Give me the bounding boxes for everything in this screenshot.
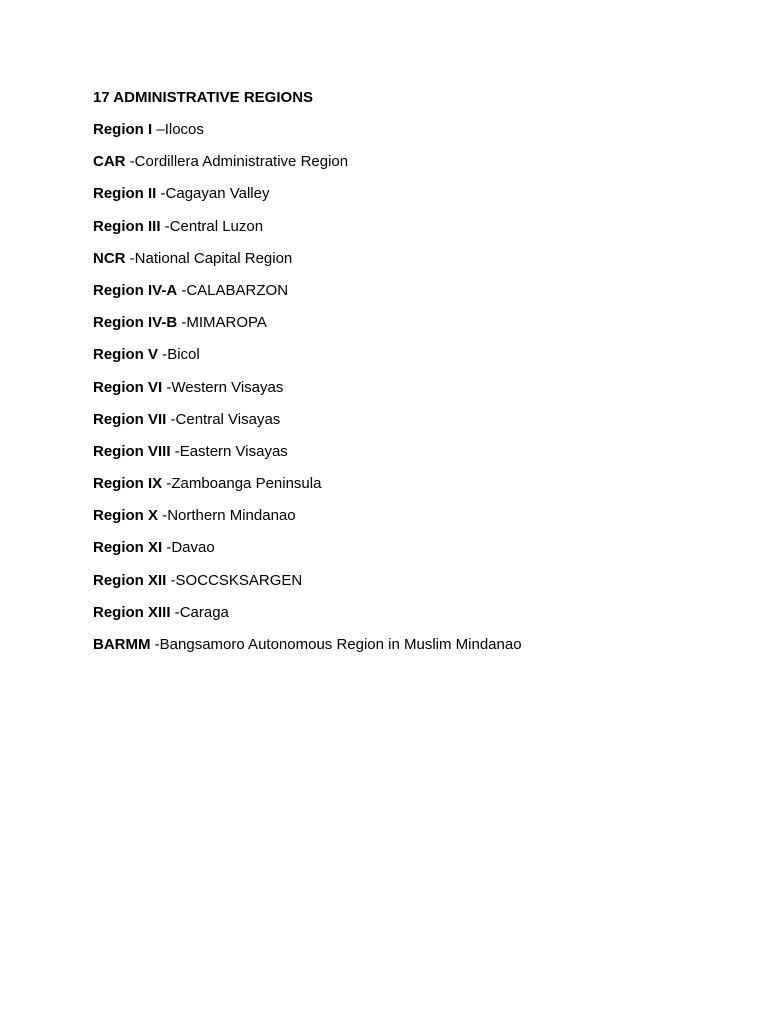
region-separator: -: [177, 314, 187, 332]
region-name: Davao: [171, 539, 215, 557]
region-code: Region IX: [93, 475, 163, 493]
region-item: [93, 474, 733, 494]
region-item: [93, 571, 733, 591]
region-name: Ilocos: [164, 121, 204, 138]
region-code: Region XIII: [93, 603, 171, 621]
region-item: [93, 249, 733, 269]
region-item: [93, 442, 733, 462]
region-code: NCR: [93, 249, 126, 267]
region-name: Zamboanga Peninsula: [171, 475, 322, 493]
region-item: [93, 152, 733, 172]
region-item: [93, 120, 733, 140]
region-item: [93, 603, 733, 623]
region-code: CAR: [93, 153, 126, 171]
region-name: CALABARZON: [186, 281, 289, 299]
region-separator: -: [125, 249, 135, 267]
region-code: Region XII: [93, 571, 167, 589]
region-name: Western Visayas: [171, 378, 284, 396]
region-item: [93, 538, 733, 558]
region-code: Region VIII: [93, 442, 171, 460]
region-name: Cordillera Administrative Region: [134, 153, 349, 171]
region-separator: -: [150, 636, 160, 653]
region-item: [93, 506, 733, 526]
region-separator: -: [170, 442, 180, 460]
region-code: Region I: [93, 121, 153, 138]
region-separator: –: [152, 121, 165, 138]
region-item: [93, 345, 733, 365]
region-code: Region II: [93, 185, 157, 203]
region-name: Cagayan Valley: [165, 185, 270, 203]
region-separator: -: [162, 378, 172, 396]
region-item: [93, 410, 733, 430]
region-name: Central Visayas: [175, 410, 281, 428]
region-separator: -: [166, 410, 176, 428]
region-name: MIMAROPA: [186, 314, 267, 332]
region-separator: -: [162, 539, 172, 557]
region-separator: -: [125, 153, 135, 171]
document-body: [93, 88, 733, 667]
region-separator: -: [170, 603, 180, 621]
region-code: Region X: [93, 507, 159, 525]
region-separator: -: [177, 281, 187, 299]
region-code: Region IV-A: [93, 281, 178, 299]
region-item: [93, 217, 733, 237]
region-item: [93, 378, 733, 398]
region-code: Region V: [93, 346, 159, 364]
region-code: Region VII: [93, 410, 167, 428]
region-item: [93, 635, 733, 655]
region-code: Region III: [93, 217, 161, 235]
region-separator: -: [158, 346, 168, 364]
region-name: Caraga: [179, 603, 229, 621]
region-separator: -: [160, 217, 170, 235]
region-code: Region IV-B: [93, 314, 178, 332]
region-name: Bangsamoro Autonomous Region in Muslim Mindanao: [159, 636, 522, 653]
region-name: SOCCSKSARGEN: [175, 571, 303, 589]
region-separator: -: [158, 507, 168, 525]
region-list: [93, 120, 733, 655]
document-title: 17 ADMINISTRATIVE REGIONS: [93, 89, 314, 106]
region-code: Region VI: [93, 378, 163, 396]
region-name: Eastern Visayas: [179, 442, 288, 460]
region-name: National Capital Region: [134, 249, 293, 267]
region-name: Bicol: [167, 346, 200, 364]
region-item: [93, 184, 733, 204]
region-item: [93, 281, 733, 301]
region-code: Region XI: [93, 539, 163, 557]
region-name: Northern Mindanao: [167, 507, 296, 525]
region-code: BARMM: [93, 636, 151, 653]
region-name: Central Luzon: [169, 217, 264, 235]
region-separator: -: [162, 475, 172, 493]
region-separator: -: [166, 571, 176, 589]
region-separator: -: [156, 185, 166, 203]
region-item: [93, 313, 733, 333]
